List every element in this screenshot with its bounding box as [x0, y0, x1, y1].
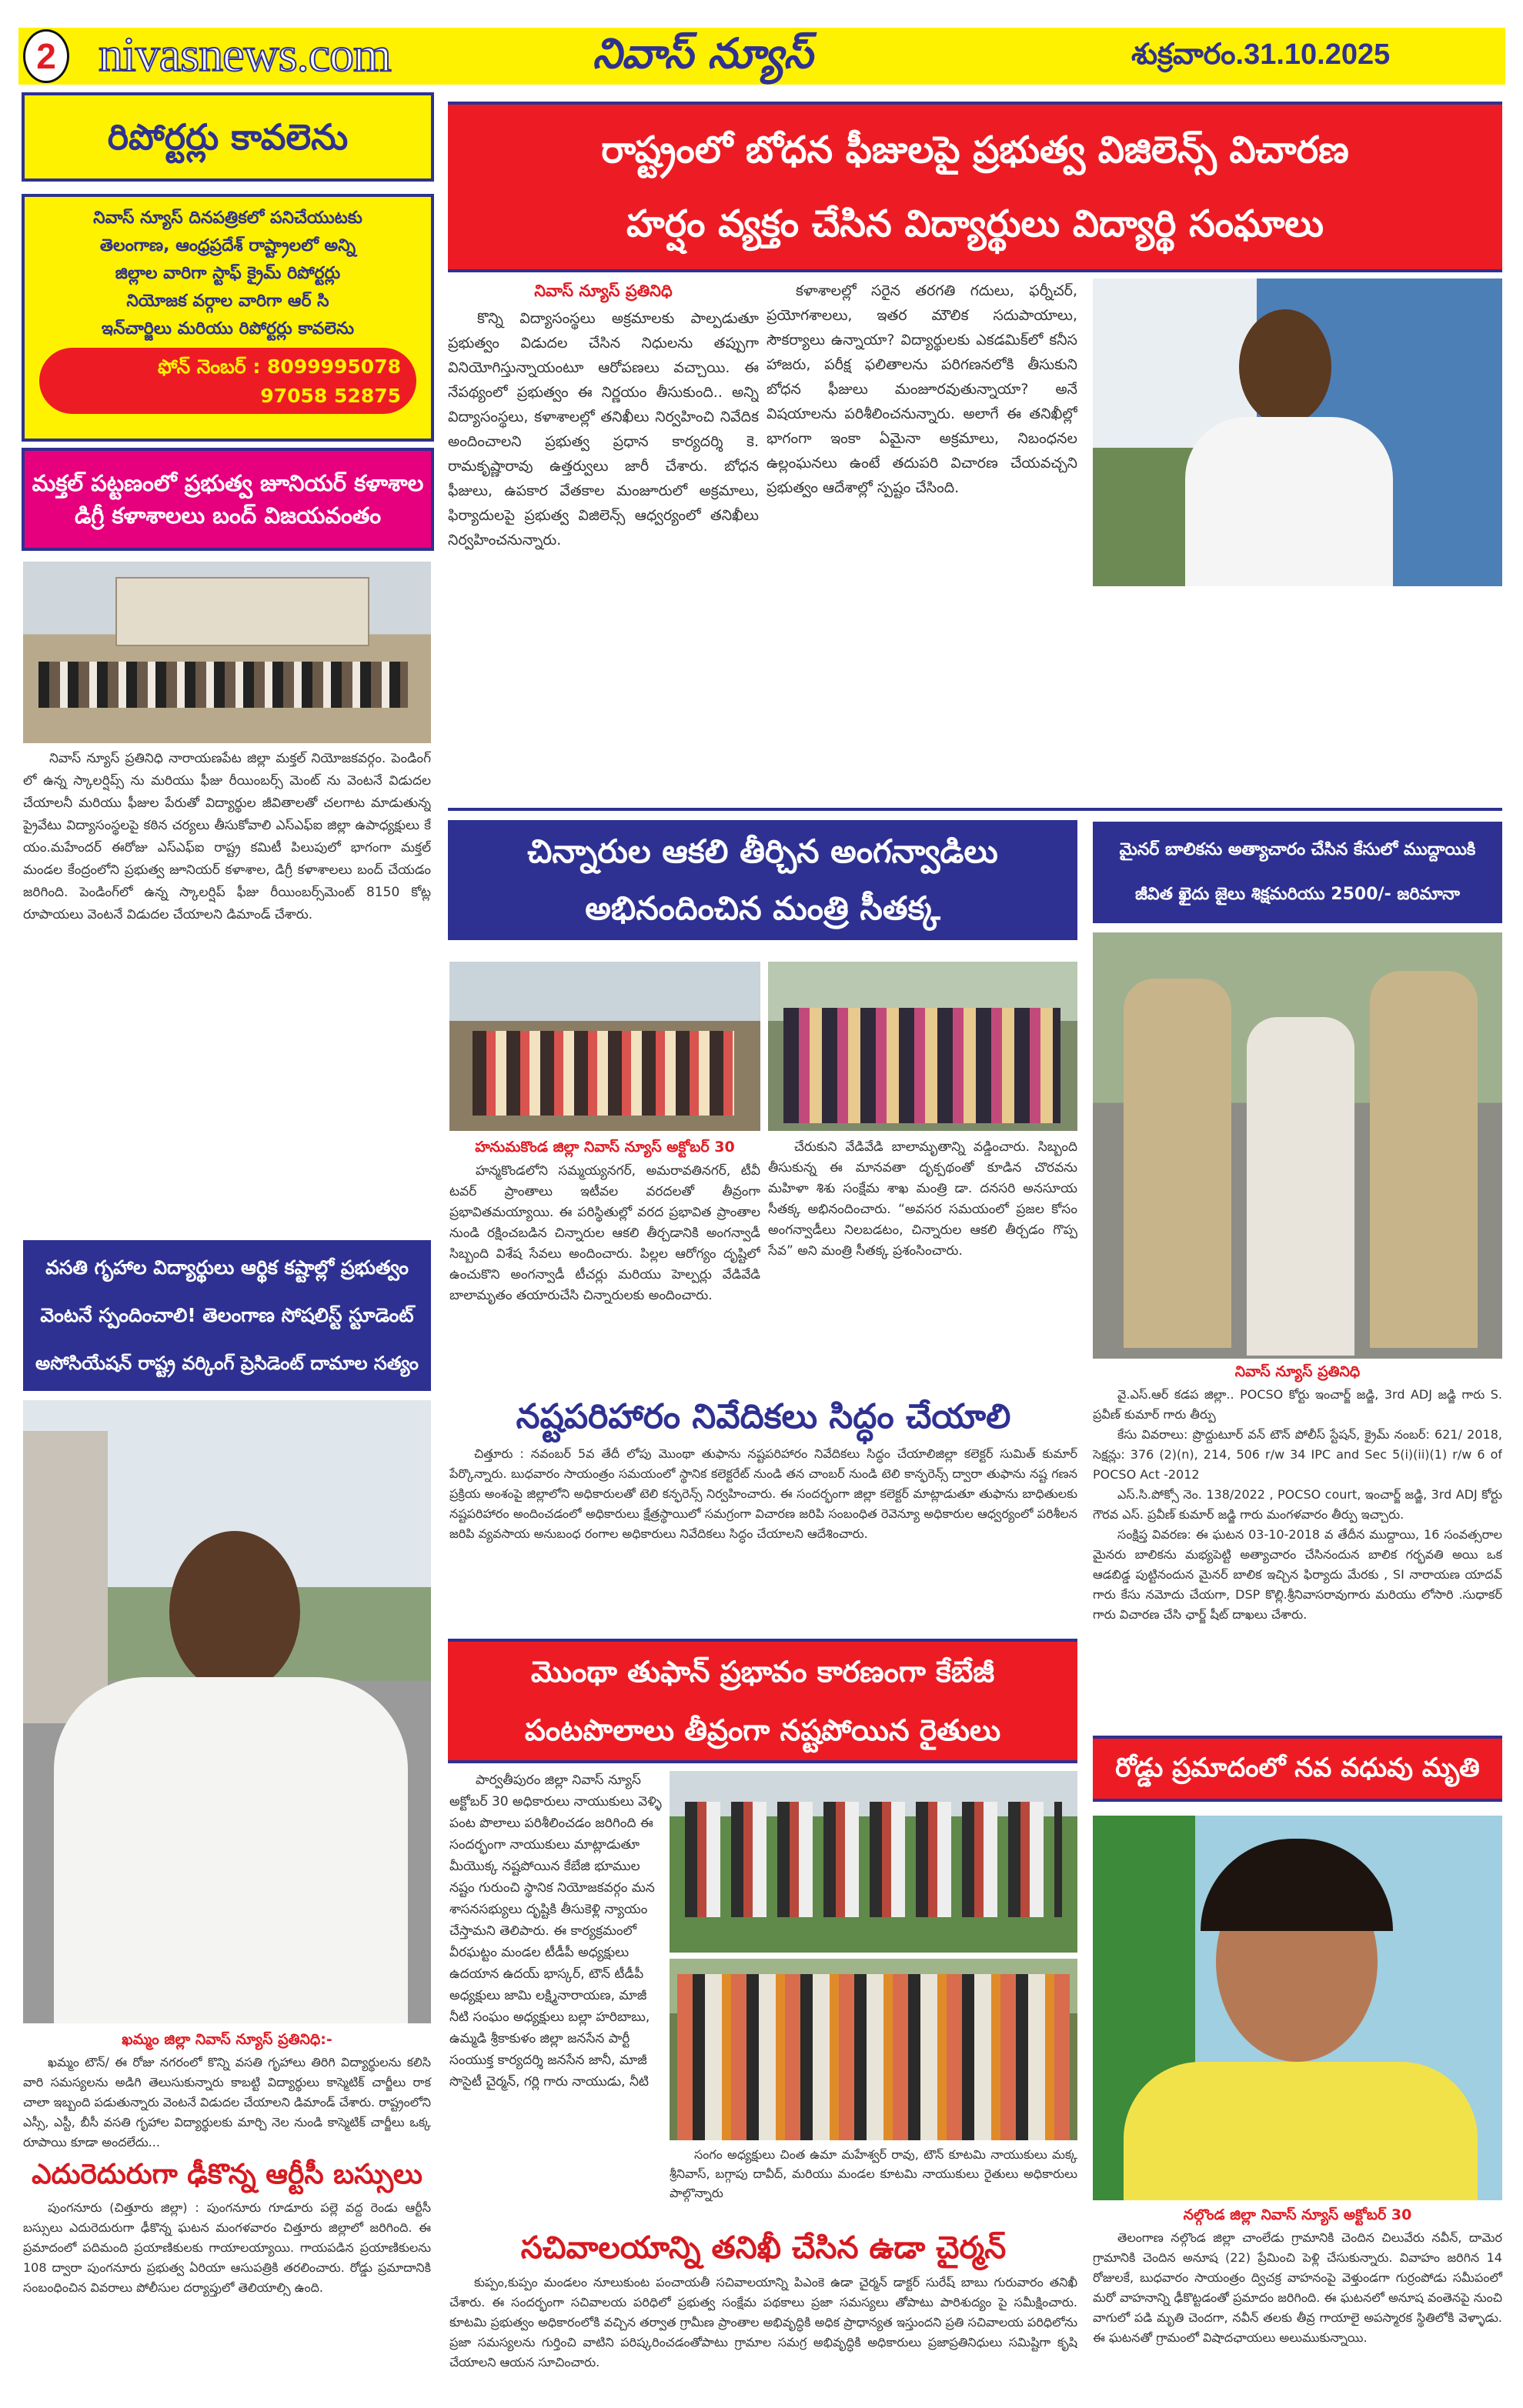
byline: నివాస్ న్యూస్ ప్రతినిధి: [534, 282, 673, 300]
speaker-portrait-photo: [23, 1400, 431, 2023]
bride-photo: [1093, 1816, 1502, 2200]
reporters-ad: [22, 194, 434, 442]
phone-pill: [39, 348, 416, 414]
phone-number[interactable]: ఫోన్ నెంబర్ : 8099995078: [158, 355, 401, 378]
byline: నల్గొండ జిల్లా నివాస్ న్యూస్ అక్టోబర్ 30: [1183, 2206, 1412, 2223]
article-body: సంక్షిప్త వివరణ: ఈ ఘటన 03-10-2018 వ తేదీన ముద్దాయి, 16 సంవత్సరాల మైనరు బాలికను మభ్యపెట్టి అత్యాచారం చేసినందున బాలిక గర్భవతి అయి ఒక ఆడబిడ్డ పుట్టినందున మైనర్ బాలిక ఇచ్చిన ఫిర్యాదు మేరకు , SI నారాయణ యాదవ్ గారు కేసు నమోదు చేయగా, DSP కొల్లి.శ్రీనివాసరావుగారు మరియు లోసారి .సుధాకర్ గారు విచారణ చేసి ఛార్జ్ షీట్ దాఖలు చేశారు.: [1093, 1527, 1502, 1622]
main-headline: [448, 102, 1502, 272]
cyclone-headline: [448, 1639, 1077, 1763]
main-article-col2: [767, 278, 1077, 802]
compensation-article: [449, 1444, 1077, 1633]
headline-line: మొంథా తుఫాన్ ప్రభావం కారణంగా కేబేజీ: [530, 1655, 995, 1689]
bus-article: [23, 2198, 431, 2405]
uda-article: [449, 2273, 1077, 2405]
cyclone-caption: [670, 2145, 1077, 2222]
article-body: పుంగనూరు (చిత్తూరు జిల్లా) : పుంగనూరు గూడూరు పల్లె వద్ద రెండు ఆర్టీసీ బస్సులు ఎదురెదురుగా ఢీకొన్న ఘటన మంగళవారం చిత్తూరు జిల్లాలో జరిగింది. ఈ ప్రమాదంలో పదిమంది ప్రయాణికులకు గాయాలయ్యాయి. గాయపడిన ప్రయాణికులను 108 ద్వారా పుంగనూరు ప్రభుత్వ ఏరియా ఆసుపత్రికి తరలించారు. రోడ్డు ప్రమాదానికి సంబంధించిన వివరాలు పోలీసుల దర్యాప్తులో తెలియాల్సి ఉంది.: [23, 2200, 431, 2295]
cabbage-field-photo-2: [670, 1959, 1077, 2140]
compensation-headline: నష్టపరిహారం నివేదికలు సిద్ధం చేయాలి: [516, 1397, 1011, 1436]
headline-line: అసోసియేషన్ రాష్ట్ర వర్కింగ్ ప్రెసిడెంట్ దామాల సత్యం: [35, 1352, 419, 1374]
student-leader-photo: [1093, 278, 1502, 586]
byline: నివాస్ న్యూస్ ప్రతినిధి: [1234, 1363, 1361, 1380]
ad-line: నివాస్ న్యూస్ దినపత్రికలో పనిచేయుటకు: [93, 208, 362, 228]
article-body: కేసు వివరాలు: ప్రొద్దుటూర్ వన్ టౌన్ పోలీస్ స్టేషన్, క్రైమ్ నంబర్: 621/ 2018, సెక్షన్లు: 376 (2)(n), 214, 506 r/w 34 IPC and Sec 5(i)(ii)(1) r/w 6 of POCSO Act -2012: [1093, 1427, 1502, 1482]
reporters-wanted-title: రిపోర్టర్లు కావలెను: [107, 115, 349, 158]
pocso-headline: [1093, 822, 1502, 923]
byline: ఖమ్మం జిల్లా నివాస్ న్యూస్ ప్రతినిధి:-: [122, 2031, 332, 2048]
headline-line: రోడ్డు ప్రమాదంలో నవ వధువు మృతి: [1115, 1753, 1480, 1784]
article-body: కొన్ని విద్యాసంస్థలు అక్రమాలకు పాల్పడుతూ ప్రభుత్వం విడుదల చేసిన నిధులను తప్పుగా వినియోగిస్తున్నాయంటూ ఆరోపణలు వచ్చాయి. ఈ నేపథ్యంలో ప్రభుత్వం ఈ నిర్ణయం తీసుకుంది.. అన్ని విద్యాసంస్థలు, కళాశాలల్లో తనిఖీలు నిర్వహించి నివేదిక అందించాలని ప్రభుత్వ ప్రధాన కార్యదర్శి కె. రామకృష్ణారావు ఉత్తర్వులు జారీ చేశారు. బోధన ఫీజులు, ఉపకార వేతకాల మంజూరులో అక్రమాలు, ఫిర్యాదులపై ప్రభుత్వ విజిలెన్స్ ఆధ్వర్యంలో తనిఖీలు నిర్వహించనున్నారు.: [448, 310, 759, 549]
article-body: నివాస్ న్యూస్ ప్రతినిధి నారాయణపేట జిల్లా మక్తల్ నియోజకవర్గం. పెండింగ్ లో ఉన్న స్కాలర్షిప్స్ ను మరియు ఫీజు రీయింబర్స్ మెంట్ ను వెంటనే విడుదల చేయాలనీ మరియు ఫీజుల పేరుతో విద్యార్థుల జీవితాలతో చలగాట మాడుతున్న ప్రైవేటు విద్యాసంస్థలపై కఠిన చర్యలు తీసుకోవాలి ఎస్ఎఫ్ఐ జిల్లా ఉపాధ్యక్షులు కే యం.మహేందర్ ఈరోజు ఎస్ఎఫ్ఐ రాష్ట్ర కమిటీ పిలుపులో భాగంగా మక్తల్ మండల కేంద్రంలోని ప్రభుత్వ జూనియర్ కళాశాల, డిగ్రీ కళాశాలలు బంద్ చేయడం జరిగింది. పెండింగ్‌లో ఉన్న స్కాలర్షిప్ ఫీజు రీయింబర్స్‌మెంట్ 8150 కోట్ల రూపాయలు వెంటనే విడుదల చేయాలని డిమాండ్ చేశారు.: [23, 751, 431, 922]
college-bandh-photo: [23, 562, 431, 743]
headline-line: హర్షం వ్యక్తం చేసిన విద్యార్థులు విద్యార్థి సంఘాలు: [626, 202, 1324, 245]
compensation-stack: [449, 1394, 1077, 1633]
hostel-headline: [23, 1240, 431, 1391]
ad-line: నియోజక వర్గాల వారిగా ఆర్ సి: [126, 292, 329, 311]
main-article-col1: [448, 278, 759, 802]
anganwadi-photo-1: [449, 962, 760, 1131]
uda-stack: [449, 2228, 1077, 2405]
headline-line: జీవిత ఖైదు జైలు శిక్షమరియు 2500/- జరిమానా: [1134, 885, 1461, 904]
makthal-article: [23, 748, 431, 1232]
headline-line: మైనర్ బాలికను అత్యాచారం చేసిన కేసులో ముద్దాయికి: [1119, 840, 1476, 859]
photo-caption: సంగం అధ్యక్షులు చింత ఉమా మహేశ్వర్ రావు, టౌన్ కూటమి నాయుకులు మక్క శ్రీనివాస్, బగ్గాపు దావీద్, మరియు మండల కూటమి నాయుకులు రైతులు అధికారులు పాల్గొన్నారు: [670, 2147, 1077, 2200]
road-accident-headline: [1093, 1736, 1502, 1802]
headline-line: చిన్నారుల ఆకలి తీర్చిన అంగన్వాడిలు: [527, 832, 998, 870]
anganwadi-headline: [448, 820, 1077, 940]
article-body: చిత్తూరు : నవంబర్ 5వ తేదీ లోపు మొంథా తుఫాను నష్టపరిహారం నివేదికలు సిద్ధం చేయాలిజిల్లా కలెక్టర్ సుమిత్ కుమార్ పేర్కొన్నారు. బుధవారం సాయంత్రం సమయంలో స్థానిక కలెక్టరేట్ నుండి తన చాంబర్ నుండి టెలి కాన్ఫరెన్స్ ద్వారా తుఫాను నష్ట గణన ప్రక్రియ అంశంపై జిల్లాలోని అధికారులతో టెలి కన్ఫరెన్స్ నిర్వహించారు. ఈ సందర్భంగా జిల్లా కలెక్టర్ మాట్లాడుతూ తుఫాను బాధితులకు నష్టపరిహారం అందించడంలో అధికారులు క్షేత్రస్థాయిలో సమగ్రంగా విచారణ జరిపి సంబంధిత రెవెన్యూ అధికారుల ఆధ్వర్యంలో పరిశీలన జరిపి వ్యవసాయ అనుబంధ రంగాల అధికారులు నివేదికలు సిద్ధం చేయాలని ఆదేశించారు.: [449, 1446, 1077, 1542]
headline-line: వసతి గృహాల విద్యార్థులు ఆర్థిక కష్టాల్లో ప్రభుత్వం: [45, 1256, 409, 1279]
ad-line: తెలంగాణ, ఆంధ్రప్రదేశ్ రాష్ట్రాలలో అన్ని: [99, 236, 356, 255]
article-body: వై.ఎస్.ఆర్ కడప జిల్లా.. POCSO కోర్టు ఇంచార్జ్ జడ్జి, 3rd ADJ జడ్జి గారు S. ప్రవీణ్ కుమార్ గారు తీర్పు: [1093, 1387, 1502, 1422]
article-body: ఖమ్మం టౌన్/ ఈ రోజు నగరంలో కొన్ని వసతి గృహాలు తిరిగి విద్యార్థులను కలిసి వారి సమస్యలను అడిగి తెలుసుకున్నారు కాబట్టి విద్యార్థులు కాస్మెటిక్ చార్జీలు రాక చాలా ఇబ్బంది పడుతున్నారు వెంటనే విడుదల చేయాలని డిమాండ్ చేశారు. రాష్ట్రంలోని ఎస్సీ, ఎస్టీ, బీసీ వసతి గృహాల విద్యార్థులకు మార్చి నెల నుండి కాస్మెటిక్ చార్జీలు ఒక్క రూపాయి కూడా అందలేదు...: [23, 2055, 431, 2150]
anganwadi-photo-2: [768, 962, 1077, 1131]
headline-line: మక్తల్ పట్టణంలో ప్రభుత్వ జూనియర్ కళాశాల: [32, 469, 424, 496]
left-bottom-stack: [23, 2029, 431, 2405]
uda-headline: సచివాలయాన్ని తనిఖీ చేసిన ఉడా చైర్మన్: [520, 2230, 1007, 2266]
bus-headline: ఎదురెదురుగా ఢీకొన్న ఆర్టీసీ బస్సులు: [32, 2159, 422, 2190]
hostel-article: [23, 2029, 431, 2153]
anganwadi-article-col2: [768, 1137, 1077, 1383]
section-divider: [448, 808, 1502, 811]
article-body: కుప్పం,కుప్పం మండలం నూలుకుంట పంచాయతీ సచివాలయాన్ని పిఎంకె ఉడా చైర్మన్ డాక్టర్ సురేష్ బాబు గురువారం తనిఖీ చేశారు. ఈ సందర్భంగా సచివాలయ పరిధిలో ప్రభుత్వ సంక్షేమ పథకాలు ప్రజా సమస్యలు తోపాటు పారిశుద్యం పై సమీక్షించారు. కూటమి ప్రభుత్వం అధికారంలోకి వచ్చిన తర్వాత గ్రామీణ ప్రాంతాల అభివృద్ధికి అధిక ప్రాధాన్యత ఇస్తుందని ప్రతి సచివాలయ పరిధిలోను ప్రజా సమస్యలను గుర్తించి వాటిని పరిష్కరించడంతోపాటు గ్రామాల సమగ్ర అభివృద్ధికి అధికారులు ప్రజాప్రతినిధులు సమిష్టిగా కృషి చేయాలని ఆయన సూచించారు.: [449, 2275, 1077, 2370]
ad-line: జిల్లాల వారిగా స్టాఫ్ క్రైమ్ రిపోర్టర్లు: [115, 264, 341, 283]
article-body: తెలంగాణ నల్గొండ జిల్లా చాంలేడు గ్రామానికి చెందిన చిలువేరు నవీన్, దామెర గ్రామానికి చెందిన అనూష (22) ప్రేమించి పెళ్లి చేసుకున్నారు. వివాహం జరిగిన 14 రోజులకే, బుధవారం సాయంత్రం ద్విచక్ర వాహనంపై వెళ్తుండగా గుర్రంపోడు సమీపంలో మరో వాహనాన్ని ఢీకొట్టడంతో ప్రమాదం జరిగింది. ఈ ఘటనలో అనూష వంతెనపై నుంచి వాగులో పడి మృతి చెందగా, నవీన్ తలకు తీవ్ర గాయాలై అపస్మారక స్థితిలోకి వెళ్ళాడు. ఈ ఘటనతో గ్రామంలో విషాదఛాయలు అలుముకున్నాయి.: [1093, 2230, 1502, 2345]
byline: హనుమకొండ జిల్లా నివాస్ న్యూస్ అక్టోబర్ 30: [475, 1139, 735, 1156]
makthal-headline: [22, 448, 434, 551]
cabbage-field-photo-1: [670, 1771, 1077, 1953]
page-number: 2: [23, 29, 69, 83]
article-body: కళాశాలల్లో సరైన తరగతి గదులు, ఫర్నీచర్, ప్రయోగశాలలు, ఇతర మౌలిక సదుపాయాలు, సౌకర్యాలు ఉన్నాయా? విద్యార్థులకు ఎకడమిక్‌లో కనీస హాజరు, పరీక్ష ఫలితాలను పరిగణనలోకి తీసుకుని బోధన ఫీజులు మంజూరవుతున్నాయా? అనే విషయాలను పరిశీలించనున్నారు. అలాగే ఈ తనిఖీల్లో భాగంగా ఇంకా ఏమైనా అక్రమాలు, నిబంధనల ఉల్లంఘనలు ఉంటే తదుపరి విచారణ చేయవచ్చని ప్రభుత్వం ఆదేశాల్లో స్పష్టం చేసింది.: [767, 282, 1077, 496]
headline-line: పంటపొలాలు తీవ్రంగా నష్టపోయిన రైతులు: [524, 1713, 1001, 1747]
road-accident-article: [1093, 2205, 1502, 2348]
article-body: పార్వతీపురం జిల్లా నివాస్ న్యూస్ అక్టోబర్ 30 అధికారులు నాయుకులు వెళ్ళి పంట పొలాలు పరిశీలించడం జరిగింది ఈ సందర్భంగా నాయుకులు మాట్లాడుతూ మీయొక్క నష్టపోయిన కేబేజి భూముల నష్టం గురుంచి స్థానిక నియోజకవర్గం మన శాసనసభ్యులు దృష్టికి తీసుకెళ్లి న్యాయం చేస్తామని తెలిపారు. ఈ కార్యక్రమంలో వీరఘట్టం మండల టీడీపీ అధ్యక్షులు ఉదయాన ఉదయ్ భాస్కర్, టౌన్ టీడీపీ అధ్యక్షులు జామి లక్ష్మినారాయణ, మాజీ నీటి సంఘం అధ్యక్షులు బల్లా హరిబాబు, ఉమ్మడి శ్రీకాకుళం జిల్లా జనసేన పార్టీ సంయుక్త కార్యదర్శి జనసేన జానీ, మాజీ సొసైటీ చైర్మన్, గర్లి గారు నాయుడు, నీటి: [449, 1773, 662, 2089]
reporters-wanted-box: [22, 92, 434, 182]
issue-date: శుక్రవారం.31.10.2025: [1131, 38, 1391, 71]
article-body: చేరుకుని వేడివేడి బాలామృతాన్ని వడ్డించారు. సిబ్బంది తీసుకున్న ఈ మానవతా దృక్పథంతో కూడిన చొరవను మహిళా శిశు సంక్షేమ శాఖ మంత్రి డా. దనసరి అనసూయ సీతక్క అభినందించారు. “అవసర సమయంలో ప్రజల కోసం అంగన్వాడీలు నిలబడటం, చిన్నారుల ఆకలి తీర్చడం గొప్ప సేవ” అని మంత్రి సీతక్క ప్రశంసించారు.: [768, 1139, 1077, 1259]
newspaper-title: నివాస్ న్యూస్: [593, 29, 813, 78]
article-body: హన్మకొండలోని సమ్మయ్యనగర్, అమరావతినగర్, టీవీ టవర్ ప్రాంతాలు ఇటీవల వరదలతో తీవ్రంగా ప్రభావితమయ్యాయి. ఈ పరిస్థితుల్లో వరద ప్రభావిత ప్రాంతాల నుండి రక్షించబడిన చిన్నారుల ఆకలి తీర్చడానికి అంగన్వాడీ సిబ్బంది విశేష సేవలు అందించారు. పిల్లల ఆరోగ్యం దృష్టిలో ఉంచుకొని అంగన్వాడీ టీచర్లు మరియు హెల్పర్లు వేడివేడి బాలామృతం తయారుచేసి చిన్నారులకు అందించారు.: [449, 1163, 760, 1303]
pocso-article: [1093, 1362, 1502, 1728]
headline-line: అభినందించిన మంత్రి సీతక్క: [585, 889, 940, 927]
phone-number-2[interactable]: 97058 52875: [260, 385, 401, 407]
site-name[interactable]: nivasnews.com: [99, 27, 391, 82]
headline-line: వెంటనే స్పందించాలి! తెలంగాణ సోషలిస్ట్ స్టూడెంట్: [40, 1304, 414, 1326]
anganwadi-article-col1: [449, 1137, 760, 1383]
article-body: ఎస్.సి.పోక్సో నెం. 138/2022 , POCSO court, ఇంచార్జ్ జడ్జి, 3rd ADJ కోర్టు గౌరవ ఎస్. ప్రవీణ్ కుమార్ జడ్జి గారు మంగళవారం తీర్పు ఇచ్చారు.: [1093, 1487, 1502, 1522]
headline-line: డిగ్రీ కళాశాలలు బంద్ విజయవంతం: [74, 502, 382, 529]
police-accused-photo: [1093, 932, 1502, 1359]
headline-line: రాష్ట్రంలో బోధన ఫీజులపై ప్రభుత్వ విజిలెన్స్ విచారణ: [601, 128, 1349, 172]
cyclone-article: [449, 1769, 665, 2223]
ad-line: ఇన్‌చార్జిలు మరియు రిపోర్టర్లు కావలెను: [101, 319, 355, 339]
